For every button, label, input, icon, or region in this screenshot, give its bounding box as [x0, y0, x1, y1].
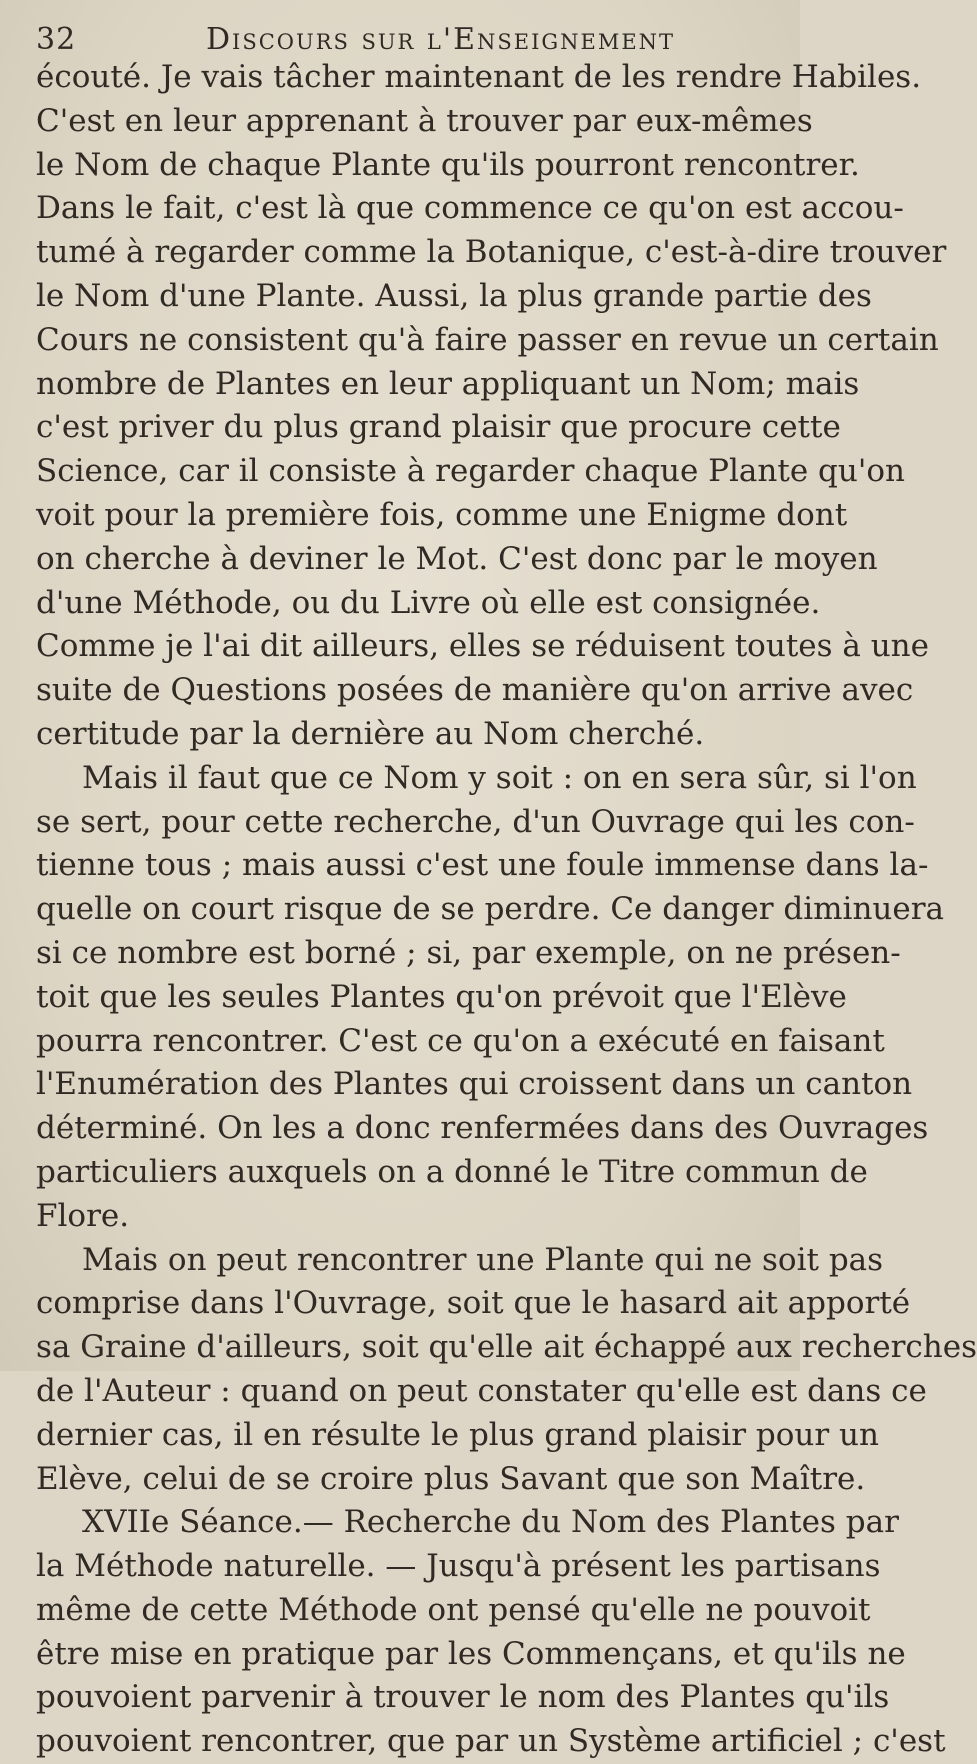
- text-line: particuliers auxquels on a donné le Titre commun de: [36, 1153, 868, 1190]
- text-line: Science, car il consiste à regarder chaque Plante qu'on: [36, 453, 905, 490]
- text-line: suite de Questions posées de manière qu'on arrive avec: [36, 672, 914, 709]
- text-line: se sert, pour cette recherche, d'un Ouvrage qui les con-: [36, 803, 915, 840]
- text-line: écouté. Je vais tâcher maintenant de les rendre Habiles.: [36, 59, 922, 95]
- text-line: sa Graine d'ailleurs, soit qu'elle ait échappé aux recherches: [36, 1329, 977, 1366]
- text-line: certitude par la dernière au Nom cherché.: [36, 715, 705, 752]
- text-line: quelle on court risque de se perdre. Ce danger diminuera: [36, 891, 945, 928]
- text-line: Elève, celui de se croire plus Savant que son Maître.: [36, 1460, 866, 1497]
- text-line: tumé à regarder comme la Botanique, c'est-à-dire trouver: [36, 234, 947, 271]
- text-line: voit pour la première fois, comme une Enigme dont: [36, 496, 848, 533]
- body-text: [36, 56, 977, 1764]
- text-line: déterminé. On les a donc renfermées dans des Ouvrages: [36, 1110, 929, 1147]
- text-line: tienne tous ; mais aussi c'est une foule immense dans la-: [36, 847, 929, 884]
- text-line: la Méthode naturelle. — Jusqu'à présent les partisans: [36, 1548, 881, 1585]
- text-line: c'est priver du plus grand plaisir que procure cette: [36, 409, 841, 446]
- text-line: si ce nombre est borné ; si, par exemple, on ne présen-: [36, 934, 901, 971]
- text-line: pourra rencontrer. C'est ce qu'on a exécuté en faisant: [36, 1022, 885, 1059]
- text-line: toit que les seules Plantes qu'on prévoit que l'Elève: [36, 978, 847, 1015]
- text-line: même de cette Méthode ont pensé qu'elle ne pouvoit: [36, 1591, 871, 1628]
- text-line: dernier cas, il en résulte le plus grand plaisir pour un: [36, 1416, 879, 1453]
- text-line: d'une Méthode, ou du Livre où elle est consignée.: [36, 584, 821, 621]
- page-number: 32: [36, 22, 77, 57]
- text-line: Cours ne consistent qu'à faire passer en revue un certain: [36, 321, 939, 358]
- running-head: Discours sur l'Enseignement: [206, 22, 676, 57]
- text-line: l'Enumération des Plantes qui croissent dans un canton: [36, 1066, 913, 1103]
- text-line: pouvoient parvenir à trouver le nom des Plantes qu'ils: [36, 1679, 890, 1716]
- text-line: comprise dans l'Ouvrage, soit que le hasard ait apporté: [36, 1285, 911, 1322]
- text-line: pouvoient rencontrer, que par un Système artificiel ; c'est: [36, 1723, 946, 1760]
- text-line: Comme je l'ai dit ailleurs, elles se réduisent toutes à une: [36, 628, 929, 665]
- text-line: nombre de Plantes en leur appliquant un Nom; mais: [36, 365, 860, 402]
- text-line: Dans le fait, c'est là que commence ce qu'on est accou-: [36, 190, 904, 227]
- text-line: Mais il faut que ce Nom y soit : on en sera sûr, si l'on: [82, 759, 917, 796]
- text-line: le Nom d'une Plante. Aussi, la plus grande partie des: [36, 277, 872, 314]
- text-line: le Nom de chaque Plante qu'ils pourront rencontrer.: [36, 146, 860, 183]
- text-line: C'est en leur apprenant à trouver par eux-mêmes: [36, 102, 813, 139]
- text-line: on cherche à deviner le Mot. C'est donc par le moyen: [36, 540, 878, 577]
- text-line: Mais on peut rencontrer une Plante qui ne soit pas: [82, 1241, 884, 1278]
- text-line: être mise en pratique par les Commençans, et qu'ils ne: [36, 1635, 906, 1672]
- text-line: Flore.: [36, 1197, 130, 1234]
- text-line: XVIIe Séance.— Recherche du Nom des Plantes par: [82, 1504, 899, 1541]
- text-line: de l'Auteur : quand on peut constater qu'elle est dans ce: [36, 1372, 927, 1409]
